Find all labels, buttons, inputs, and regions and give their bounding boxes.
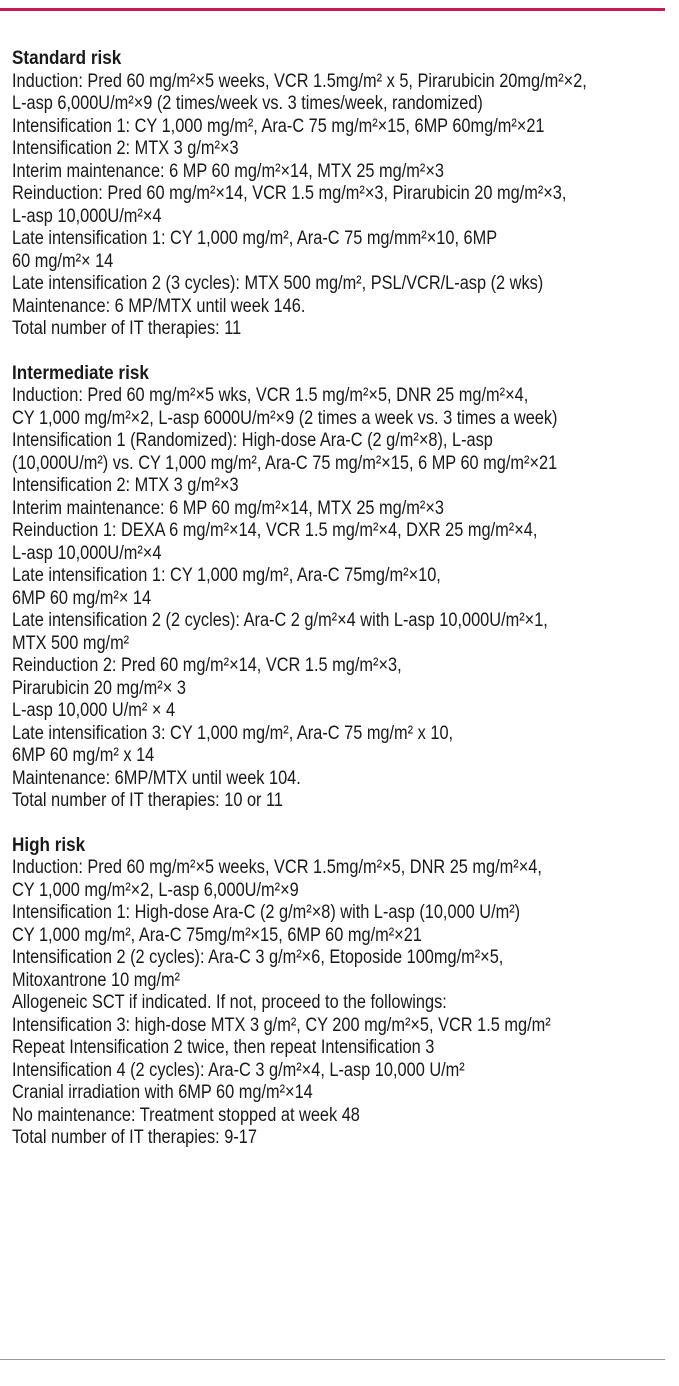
text-line: Intensification 2: MTX 3 g/m²×3 [12,475,239,496]
text-line: Total number of IT therapies: 9-17 [12,1127,257,1148]
text-line: Induction: Pred 60 mg/m²×5 weeks, VCR 1.5mg/m² x 5, Pirarubicin 20mg/m²×2, [12,70,587,92]
text-line: Late intensification 1: CY 1,000 mg/m², Ara-C 75mg/m²×10, [12,565,441,586]
section-heading: Standard risk [12,48,122,69]
text-line: CY 1,000 mg/m²×2, L-asp 6,000U/m²×9 [12,879,299,901]
text-line: No maintenance: Treatment stopped at week 48 [12,1104,360,1126]
text-line: Reinduction 1: DEXA 6 mg/m²×14, VCR 1.5 mg/m²×4, DXR 25 mg/m²×4, [12,520,538,541]
text-line: Late intensification 1: CY 1,000 mg/m², Ara-C 75 mg/mm²×10, 6MP [12,228,498,249]
text-line: Intensification 3: high-dose MTX 3 g/m², CY 200 mg/m²×5, VCR 1.5 mg/m² [12,1014,551,1036]
text-line: Intensification 1: CY 1,000 mg/m², Ara-C 75 mg/m²×15, 6MP 60mg/m²×21 [12,115,545,137]
protocol-table [12,48,672,1150]
text-line: Maintenance: 6 MP/MTX until week 146. [12,295,306,317]
text-line: Late intensification 2 (3 cycles): MTX 500 mg/m², PSL/VCR/L-asp (2 wks) [12,273,544,294]
text-line: Maintenance: 6MP/MTX until week 104. [12,767,301,789]
text-line: Total number of IT therapies: 11 [12,318,242,339]
text-line: L-asp 10,000 U/m² × 4 [12,700,176,721]
text-line: MTX 500 mg/m² [12,632,130,654]
section-heading: Intermediate risk [12,362,149,384]
text-line: 60 mg/m²× 14 [12,250,114,272]
top-rule [0,8,665,11]
text-line: L-asp 10,000U/m²×4 [12,205,162,227]
text-line: Intensification 2 (2 cycles): Ara-C 3 g/m²×6, Etoposide 100mg/m²×5, [12,947,504,968]
text-line: Allogeneic SCT if indicated. If not, proceed to the followings: [12,992,447,1013]
text-line: (10,000U/m²) vs. CY 1,000 mg/m², Ara-C 75 mg/m²×15, 6 MP 60 mg/m²×21 [12,452,558,474]
bottom-rule [0,1359,665,1360]
text-line: Cranial irradiation with 6MP 60 mg/m²×14 [12,1082,313,1103]
text-line: Repeat Intensification 2 twice, then repeat Intensification 3 [12,1037,435,1058]
text-line: Intensification 1: High-dose Ara-C (2 g/m²×8) with L-asp (10,000 U/m²) [12,902,521,923]
text-line: Interim maintenance: 6 MP 60 mg/m²×14, MTX 25 mg/m²×3 [12,497,444,519]
text-line: Late intensification 2 (2 cycles): Ara-C 2 g/m²×4 with L-asp 10,000U/m²×1, [12,610,548,631]
text-line: Total number of IT therapies: 10 or 11 [12,790,283,811]
text-line: Reinduction: Pred 60 mg/m²×14, VCR 1.5 mg/m²×3, Pirarubicin 20 mg/m²×3, [12,183,567,204]
text-line: Interim maintenance: 6 MP 60 mg/m²×14, MTX 25 mg/m²×3 [12,160,444,182]
text-line: CY 1,000 mg/m²×2, L-asp 6000U/m²×9 (2 times a week vs. 3 times a week) [12,407,558,429]
section-standard-risk [12,48,672,341]
text-line: Late intensification 3: CY 1,000 mg/m², Ara-C 75 mg/m² x 10, [12,722,454,744]
text-line: Reinduction 2: Pred 60 mg/m²×14, VCR 1.5 mg/m²×3, [12,655,402,676]
section-heading: High risk [12,834,86,856]
section-intermediate-risk [12,363,672,813]
text-line: 6MP 60 mg/m² x 14 [12,745,155,766]
text-line: Pirarubicin 20 mg/m²× 3 [12,677,186,699]
text-line: CY 1,000 mg/m², Ara-C 75mg/m²×15, 6MP 60 mg/m²×21 [12,924,422,946]
text-line: Intensification 4 (2 cycles): Ara-C 3 g/m²×4, L-asp 10,000 U/m² [12,1059,465,1081]
text-line: L-asp 6,000U/m²×9 (2 times/week vs. 3 times/week, randomized) [12,93,483,114]
text-line: Induction: Pred 60 mg/m²×5 weeks, VCR 1.5mg/m²×5, DNR 25 mg/m²×4, [12,857,542,878]
text-line: 6MP 60 mg/m²× 14 [12,587,152,609]
text-line: Intensification 1 (Randomized): High-dose Ara-C (2 g/m²×8), L-asp [12,430,493,451]
text-line: L-asp 10,000U/m²×4 [12,542,162,564]
text-line: Induction: Pred 60 mg/m²×5 wks, VCR 1.5 mg/m²×5, DNR 25 mg/m²×4, [12,385,529,406]
text-line: Intensification 2: MTX 3 g/m²×3 [12,138,239,159]
text-line: Mitoxantrone 10 mg/m² [12,969,181,991]
section-high-risk [12,835,672,1150]
